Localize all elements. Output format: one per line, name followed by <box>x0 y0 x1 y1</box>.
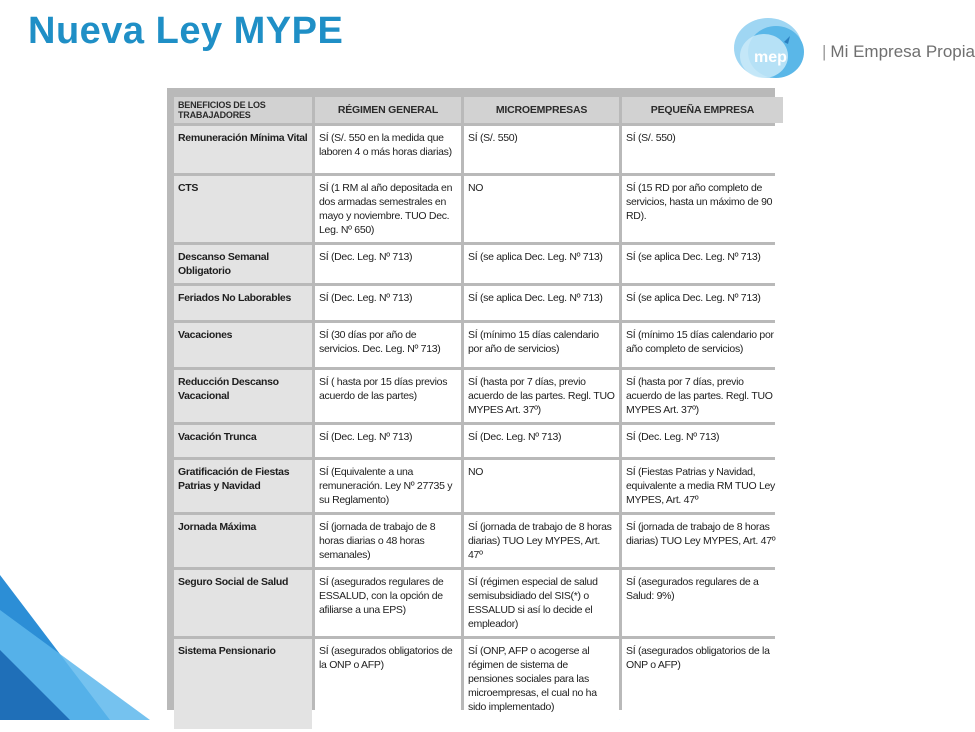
row-benefit: Reducción Descanso Vacacional <box>174 370 312 422</box>
cell-micro: SÍ (Dec. Leg. Nº 713) <box>464 425 619 457</box>
cell-pequena: SÍ (15 RD por año completo de servicios, hasta un máximo de 90 RD). <box>622 176 783 242</box>
cell-pequena: SÍ (S/. 550) <box>622 126 783 173</box>
header-regimen-general: RÉGIMEN GENERAL <box>315 97 461 123</box>
table-row <box>174 570 783 636</box>
cell-pequena: SÍ (Fiestas Patrias y Navidad, equivalente a media RM TUO Ley MYPES, Art. 47º <box>622 460 783 512</box>
table-row <box>174 425 783 457</box>
cell-micro: SÍ (régimen especial de salud semisubsidiado del SIS(*) o ESSALUD si así lo decide el empleador) <box>464 570 619 636</box>
cell-general: SÍ (asegurados obligatorios de la ONP o AFP) <box>315 639 461 729</box>
row-benefit: Sistema Pensionario <box>174 639 312 729</box>
cell-micro: NO <box>464 460 619 512</box>
cell-general: SÍ (asegurados regulares de ESSALUD, con la opción de afiliarse a una EPS) <box>315 570 461 636</box>
header-beneficios: BENEFICIOS DE LOS TRABAJADORES <box>174 97 312 123</box>
benefits-comparison-table <box>171 94 786 732</box>
table-row <box>174 515 783 567</box>
row-benefit: Seguro Social de Salud <box>174 570 312 636</box>
cell-pequena: SÍ (mínimo 15 días calendario por año completo de servicios) <box>622 323 783 367</box>
row-benefit: Feriados No Laborables <box>174 286 312 320</box>
cell-micro: SÍ (se aplica Dec. Leg. Nº 713) <box>464 245 619 283</box>
table-header-row <box>174 97 783 123</box>
cell-general: SÍ (Dec. Leg. Nº 713) <box>315 425 461 457</box>
cell-general: SÍ (1 RM al año depositada en dos armadas semestrales en mayo y noviembre. TUO Dec. Leg. Nº 650) <box>315 176 461 242</box>
logo-mark: mep <box>754 49 787 66</box>
cell-pequena: SÍ (asegurados regulares de a Salud: 9%) <box>622 570 783 636</box>
table-row <box>174 286 783 320</box>
row-benefit: Remuneración Mínima Vital <box>174 126 312 173</box>
cell-micro: SÍ (mínimo 15 días calendario por año de servicios) <box>464 323 619 367</box>
table-row <box>174 460 783 512</box>
cell-general: SÍ (jornada de trabajo de 8 horas diarias o 48 horas semanales) <box>315 515 461 567</box>
table-row <box>174 370 783 422</box>
table-row <box>174 126 783 173</box>
benefits-table-panel <box>167 88 776 713</box>
row-benefit: Gratificación de Fiestas Patrias y Navidad <box>174 460 312 512</box>
cell-micro: SÍ (ONP, AFP o acogerse al régimen de sistema de pensiones sociales para las microempresas, el cual no ha sido implementado) <box>464 639 619 729</box>
brand-name: | Mi Empresa Propia <box>822 42 975 61</box>
cell-micro: SÍ (hasta por 7 días, previo acuerdo de las partes. Regl. TUO MYPES Art. 37º) <box>464 370 619 422</box>
cell-general: SÍ (Dec. Leg. Nº 713) <box>315 245 461 283</box>
cell-general: SÍ ( hasta por 15 días previos acuerdo de las partes) <box>315 370 461 422</box>
cell-pequena: SÍ (se aplica Dec. Leg. Nº 713) <box>622 245 783 283</box>
table-row <box>174 176 783 242</box>
table-row <box>174 245 783 283</box>
cell-micro: NO <box>464 176 619 242</box>
header-microempresas: MICROEMPRESAS <box>464 97 619 123</box>
table-row <box>174 639 783 729</box>
row-benefit: CTS <box>174 176 312 242</box>
cell-general: SÍ (Equivalente a una remuneración. Ley Nº 27735 y su Reglamento) <box>315 460 461 512</box>
cell-general: SÍ (30 días por año de servicios. Dec. Leg. Nº 713) <box>315 323 461 367</box>
cell-micro: SÍ (jornada de trabajo de 8 horas diarias) TUO Ley MYPES, Art. 47º <box>464 515 619 567</box>
cell-general: SÍ (S/. 550 en la medida que laboren 4 o más horas diarias) <box>315 126 461 173</box>
table-row <box>174 323 783 367</box>
row-benefit: Descanso Semanal Obligatorio <box>174 245 312 283</box>
cell-micro: SÍ (S/. 550) <box>464 126 619 173</box>
row-benefit: Vacación Trunca <box>174 425 312 457</box>
cell-pequena: SÍ (asegurados obligatorios de la ONP o AFP) <box>622 639 783 729</box>
header-pequena-empresa: PEQUEÑA EMPRESA <box>622 97 783 123</box>
row-benefit: Vacaciones <box>174 323 312 367</box>
row-benefit: Jornada Máxima <box>174 515 312 567</box>
cell-pequena: SÍ (jornada de trabajo de 8 horas diarias) TUO Ley MYPES, Art. 47º <box>622 515 783 567</box>
slide-title: Nueva Ley MYPE <box>28 10 344 52</box>
cell-general: SÍ (Dec. Leg. Nº 713) <box>315 286 461 320</box>
cell-pequena: SÍ (hasta por 7 días, previo acuerdo de las partes. Regl. TUO MYPES Art. 37º) <box>622 370 783 422</box>
cell-micro: SÍ (se aplica Dec. Leg. Nº 713) <box>464 286 619 320</box>
cell-pequena: SÍ (se aplica Dec. Leg. Nº 713) <box>622 286 783 320</box>
cell-pequena: SÍ (Dec. Leg. Nº 713) <box>622 425 783 457</box>
